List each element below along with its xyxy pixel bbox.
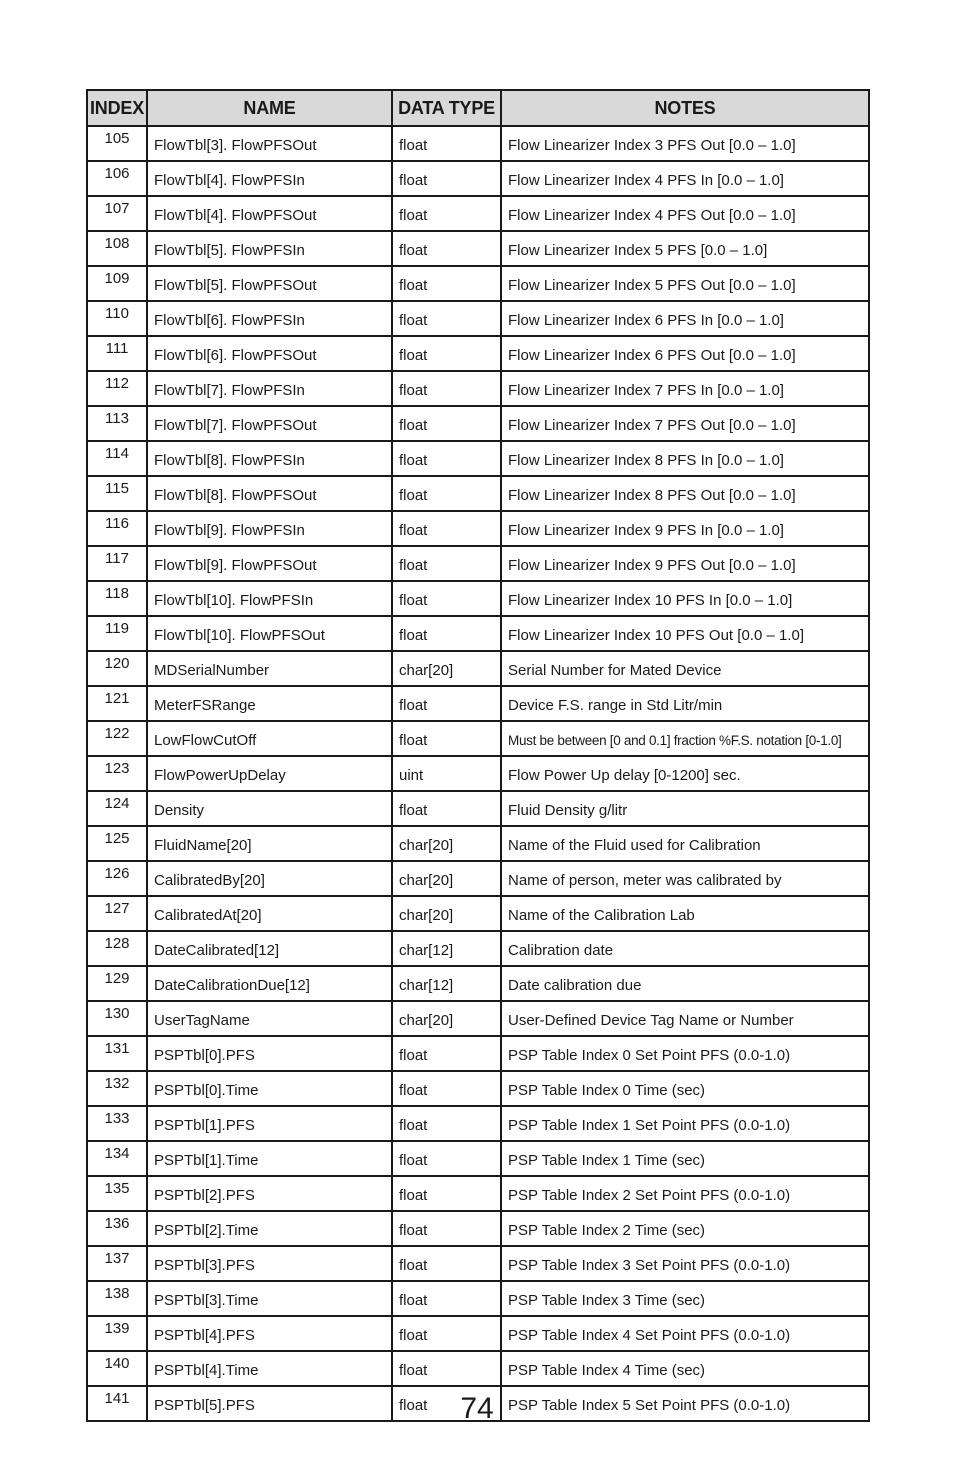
table-row — [87, 721, 869, 756]
cell-index: 107 — [87, 196, 147, 231]
cell-name: PSPTbl[2].Time — [147, 1211, 392, 1246]
cell-data-type: float — [392, 1176, 501, 1211]
cell-name: FluidName[20] — [147, 826, 392, 861]
cell-name: PSPTbl[0].Time — [147, 1071, 392, 1106]
table-row — [87, 931, 869, 966]
cell-data-type: float — [392, 1281, 501, 1316]
cell-notes: Flow Linearizer Index 9 PFS Out [0.0 – 1.0] — [501, 546, 869, 581]
cell-index: 109 — [87, 266, 147, 301]
cell-notes: Calibration date — [501, 931, 869, 966]
cell-index: 135 — [87, 1176, 147, 1211]
cell-index: 136 — [87, 1211, 147, 1246]
table-row — [87, 896, 869, 931]
cell-data-type: float — [392, 1316, 501, 1351]
cell-data-type: float — [392, 126, 501, 161]
table-row — [87, 581, 869, 616]
cell-data-type: float — [392, 616, 501, 651]
cell-name: FlowTbl[5]. FlowPFSIn — [147, 231, 392, 266]
cell-index: 111 — [87, 336, 147, 371]
cell-notes: Flow Linearizer Index 9 PFS In [0.0 – 1.0] — [501, 511, 869, 546]
cell-notes: PSP Table Index 0 Time (sec) — [501, 1071, 869, 1106]
cell-name: LowFlowCutOff — [147, 721, 392, 756]
cell-index: 131 — [87, 1036, 147, 1071]
cell-index: 139 — [87, 1316, 147, 1351]
cell-data-type: float — [392, 441, 501, 476]
cell-index: 132 — [87, 1071, 147, 1106]
cell-name: MeterFSRange — [147, 686, 392, 721]
table-row — [87, 1141, 869, 1176]
cell-data-type: float — [392, 1036, 501, 1071]
cell-notes: PSP Table Index 3 Set Point PFS (0.0-1.0) — [501, 1246, 869, 1281]
cell-data-type: char[20] — [392, 826, 501, 861]
cell-name: CalibratedBy[20] — [147, 861, 392, 896]
cell-data-type: float — [392, 371, 501, 406]
cell-data-type: float — [392, 336, 501, 371]
cell-index: 113 — [87, 406, 147, 441]
cell-notes: Must be between [0 and 0.1] fraction %F.S. notation [0-1.0] — [501, 721, 869, 756]
cell-data-type: float — [392, 406, 501, 441]
cell-data-type: uint — [392, 756, 501, 791]
cell-notes: PSP Table Index 4 Time (sec) — [501, 1351, 869, 1386]
cell-name: PSPTbl[1].PFS — [147, 1106, 392, 1141]
cell-notes: Flow Linearizer Index 5 PFS [0.0 – 1.0] — [501, 231, 869, 266]
header-name: NAME — [147, 90, 392, 126]
cell-index: 129 — [87, 966, 147, 1001]
table-row — [87, 756, 869, 791]
cell-notes: Flow Power Up delay [0-1200] sec. — [501, 756, 869, 791]
cell-data-type: float — [392, 546, 501, 581]
cell-name: DateCalibrated[12] — [147, 931, 392, 966]
cell-index: 123 — [87, 756, 147, 791]
cell-name: PSPTbl[4].Time — [147, 1351, 392, 1386]
cell-data-type: float — [392, 721, 501, 756]
cell-notes: User-Defined Device Tag Name or Number — [501, 1001, 869, 1036]
cell-notes: Flow Linearizer Index 10 PFS Out [0.0 – 1.0] — [501, 616, 869, 651]
cell-notes: PSP Table Index 1 Set Point PFS (0.0-1.0) — [501, 1106, 869, 1141]
table-header-row — [87, 90, 869, 126]
table-row — [87, 1071, 869, 1106]
cell-index: 126 — [87, 861, 147, 896]
register-table — [86, 89, 870, 1422]
table-row — [87, 266, 869, 301]
header-data-type: DATA TYPE — [392, 90, 501, 126]
page-number: 74 — [460, 1392, 494, 1425]
header-notes: NOTES — [501, 90, 869, 126]
table-row — [87, 336, 869, 371]
table-row — [87, 1246, 869, 1281]
cell-data-type: float — [392, 511, 501, 546]
cell-name: FlowTbl[4]. FlowPFSOut — [147, 196, 392, 231]
cell-data-type: float — [392, 161, 501, 196]
cell-notes: Name of the Fluid used for Calibration — [501, 826, 869, 861]
cell-notes: Flow Linearizer Index 8 PFS Out [0.0 – 1.0] — [501, 476, 869, 511]
cell-name: FlowTbl[6]. FlowPFSIn — [147, 301, 392, 336]
cell-notes: Flow Linearizer Index 3 PFS Out [0.0 – 1.0] — [501, 126, 869, 161]
table-row — [87, 651, 869, 686]
cell-index: 140 — [87, 1351, 147, 1386]
cell-name: FlowTbl[9]. FlowPFSIn — [147, 511, 392, 546]
cell-index: 105 — [87, 126, 147, 161]
cell-name: FlowPowerUpDelay — [147, 756, 392, 791]
cell-data-type: float — [392, 686, 501, 721]
cell-notes: Flow Linearizer Index 7 PFS Out [0.0 – 1.0] — [501, 406, 869, 441]
cell-name: FlowTbl[9]. FlowPFSOut — [147, 546, 392, 581]
table-row — [87, 1281, 869, 1316]
cell-notes: PSP Table Index 4 Set Point PFS (0.0-1.0) — [501, 1316, 869, 1351]
cell-index: 108 — [87, 231, 147, 266]
cell-notes: Flow Linearizer Index 6 PFS Out [0.0 – 1.0] — [501, 336, 869, 371]
cell-index: 122 — [87, 721, 147, 756]
cell-notes: Flow Linearizer Index 4 PFS Out [0.0 – 1.0] — [501, 196, 869, 231]
cell-index: 130 — [87, 1001, 147, 1036]
table-row — [87, 616, 869, 651]
cell-index: 120 — [87, 651, 147, 686]
cell-name: FlowTbl[8]. FlowPFSIn — [147, 441, 392, 476]
cell-data-type: float — [392, 301, 501, 336]
cell-data-type: float — [392, 1106, 501, 1141]
cell-name: FlowTbl[6]. FlowPFSOut — [147, 336, 392, 371]
cell-data-type: float — [392, 1386, 501, 1421]
cell-name: PSPTbl[4].PFS — [147, 1316, 392, 1351]
cell-index: 138 — [87, 1281, 147, 1316]
cell-index: 119 — [87, 616, 147, 651]
cell-data-type: char[12] — [392, 966, 501, 1001]
cell-index: 116 — [87, 511, 147, 546]
cell-index: 137 — [87, 1246, 147, 1281]
cell-data-type: char[20] — [392, 1001, 501, 1036]
table-row — [87, 826, 869, 861]
cell-name: FlowTbl[3]. FlowPFSOut — [147, 126, 392, 161]
cell-name: CalibratedAt[20] — [147, 896, 392, 931]
table-row — [87, 231, 869, 266]
table-row — [87, 1211, 869, 1246]
cell-notes: PSP Table Index 2 Set Point PFS (0.0-1.0) — [501, 1176, 869, 1211]
table-row — [87, 791, 869, 826]
cell-name: PSPTbl[3].PFS — [147, 1246, 392, 1281]
cell-data-type: float — [392, 231, 501, 266]
cell-data-type: float — [392, 1141, 501, 1176]
cell-name: FlowTbl[10]. FlowPFSIn — [147, 581, 392, 616]
table-row — [87, 1106, 869, 1141]
cell-notes: PSP Table Index 5 Set Point PFS (0.0-1.0) — [501, 1386, 869, 1421]
table-row — [87, 476, 869, 511]
table-row — [87, 1001, 869, 1036]
cell-index: 134 — [87, 1141, 147, 1176]
cell-notes: Flow Linearizer Index 5 PFS Out [0.0 – 1.0] — [501, 266, 869, 301]
cell-name: FlowTbl[5]. FlowPFSOut — [147, 266, 392, 301]
table-row — [87, 441, 869, 476]
cell-notes: PSP Table Index 0 Set Point PFS (0.0-1.0) — [501, 1036, 869, 1071]
cell-notes: Flow Linearizer Index 4 PFS In [0.0 – 1.0] — [501, 161, 869, 196]
cell-data-type: float — [392, 266, 501, 301]
cell-notes: Flow Linearizer Index 10 PFS In [0.0 – 1.0] — [501, 581, 869, 616]
table-row — [87, 686, 869, 721]
cell-data-type: float — [392, 1211, 501, 1246]
cell-data-type: float — [392, 476, 501, 511]
cell-name: PSPTbl[5].PFS — [147, 1386, 392, 1421]
cell-notes: Flow Linearizer Index 6 PFS In [0.0 – 1.0] — [501, 301, 869, 336]
cell-index: 117 — [87, 546, 147, 581]
cell-index: 127 — [87, 896, 147, 931]
cell-data-type: float — [392, 196, 501, 231]
cell-data-type: float — [392, 1351, 501, 1386]
table-row — [87, 126, 869, 161]
cell-name: PSPTbl[0].PFS — [147, 1036, 392, 1071]
cell-notes: Name of the Calibration Lab — [501, 896, 869, 931]
cell-name: FlowTbl[7]. FlowPFSOut — [147, 406, 392, 441]
header-index: INDEX — [87, 90, 147, 126]
table-row — [87, 301, 869, 336]
cell-index: 110 — [87, 301, 147, 336]
cell-name: UserTagName — [147, 1001, 392, 1036]
cell-index: 141 — [87, 1386, 147, 1421]
cell-name: PSPTbl[3].Time — [147, 1281, 392, 1316]
cell-index: 118 — [87, 581, 147, 616]
cell-notes: Date calibration due — [501, 966, 869, 1001]
table-row — [87, 966, 869, 1001]
cell-notes: Fluid Density g/litr — [501, 791, 869, 826]
table-row — [87, 406, 869, 441]
cell-index: 106 — [87, 161, 147, 196]
cell-notes: Serial Number for Mated Device — [501, 651, 869, 686]
cell-index: 121 — [87, 686, 147, 721]
cell-notes: Name of person, meter was calibrated by — [501, 861, 869, 896]
table-row — [87, 196, 869, 231]
cell-notes: Device F.S. range in Std Litr/min — [501, 686, 869, 721]
table-row — [87, 1176, 869, 1211]
cell-name: FlowTbl[8]. FlowPFSOut — [147, 476, 392, 511]
table-row — [87, 1036, 869, 1071]
cell-notes: PSP Table Index 1 Time (sec) — [501, 1141, 869, 1176]
table-row — [87, 1316, 869, 1351]
cell-data-type: char[12] — [392, 931, 501, 966]
cell-index: 124 — [87, 791, 147, 826]
cell-notes: PSP Table Index 3 Time (sec) — [501, 1281, 869, 1316]
cell-index: 114 — [87, 441, 147, 476]
cell-name: Density — [147, 791, 392, 826]
table-row — [87, 511, 869, 546]
cell-name: FlowTbl[4]. FlowPFSIn — [147, 161, 392, 196]
table-row — [87, 161, 869, 196]
cell-index: 125 — [87, 826, 147, 861]
cell-notes: Flow Linearizer Index 7 PFS In [0.0 – 1.0] — [501, 371, 869, 406]
table-row — [87, 1351, 869, 1386]
cell-data-type: float — [392, 581, 501, 616]
cell-index: 133 — [87, 1106, 147, 1141]
table-body — [87, 126, 869, 1421]
cell-notes: Flow Linearizer Index 8 PFS In [0.0 – 1.0] — [501, 441, 869, 476]
cell-name: MDSerialNumber — [147, 651, 392, 686]
table-row — [87, 371, 869, 406]
cell-index: 128 — [87, 931, 147, 966]
cell-data-type: char[20] — [392, 896, 501, 931]
cell-index: 112 — [87, 371, 147, 406]
cell-notes: PSP Table Index 2 Time (sec) — [501, 1211, 869, 1246]
cell-name: FlowTbl[7]. FlowPFSIn — [147, 371, 392, 406]
table-row — [87, 861, 869, 896]
cell-name: DateCalibrationDue[12] — [147, 966, 392, 1001]
cell-data-type: float — [392, 791, 501, 826]
cell-index: 115 — [87, 476, 147, 511]
cell-name: FlowTbl[10]. FlowPFSOut — [147, 616, 392, 651]
cell-name: PSPTbl[1].Time — [147, 1141, 392, 1176]
cell-data-type: char[20] — [392, 651, 501, 686]
cell-name: PSPTbl[2].PFS — [147, 1176, 392, 1211]
cell-data-type: float — [392, 1071, 501, 1106]
cell-data-type: float — [392, 1246, 501, 1281]
table-row — [87, 546, 869, 581]
cell-data-type: char[20] — [392, 861, 501, 896]
